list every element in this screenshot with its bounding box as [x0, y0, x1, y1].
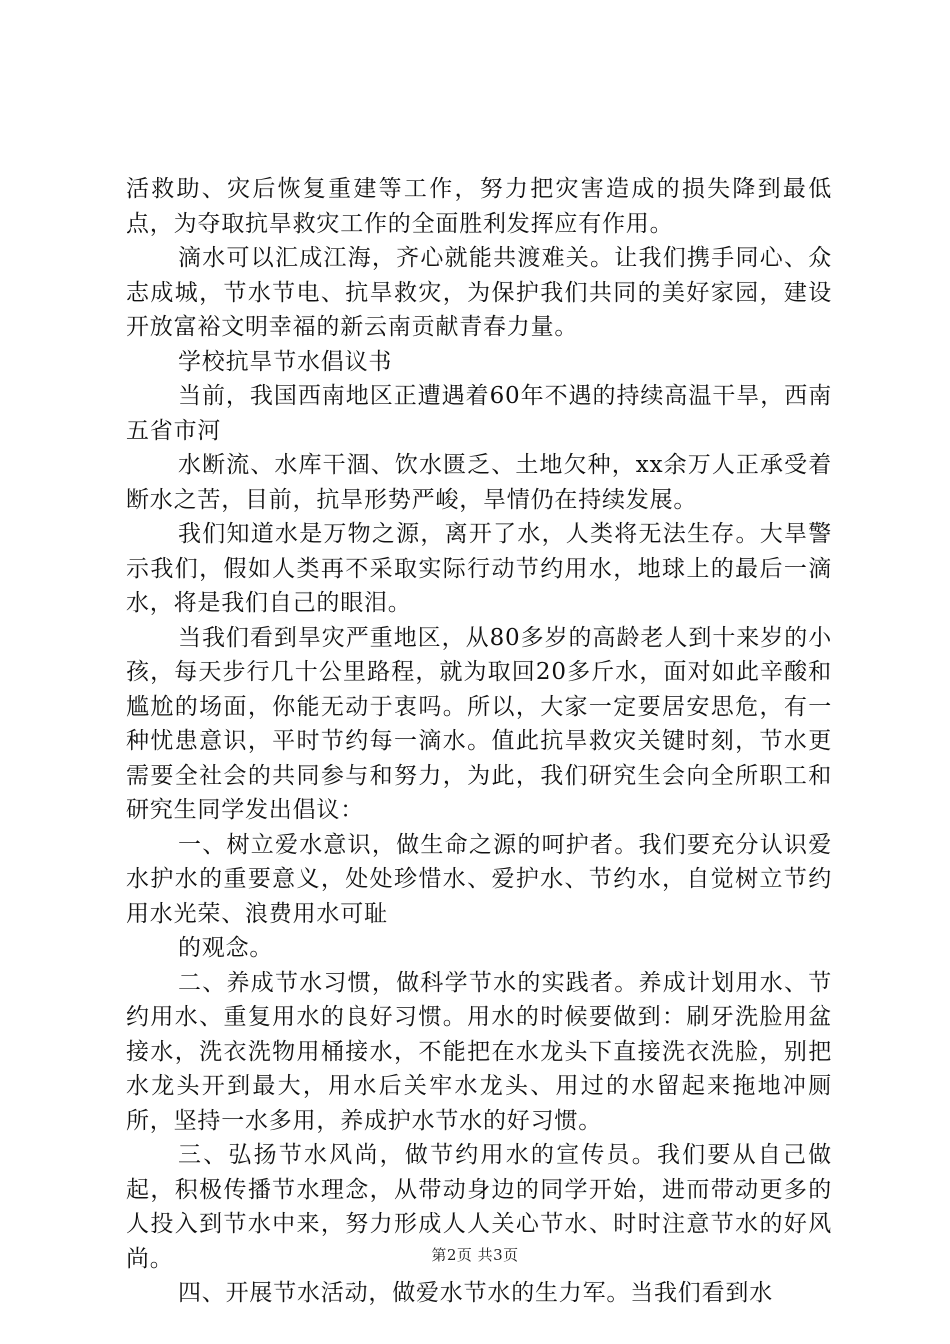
paragraph-proposal-one: 一、树立爱水意识，做生命之源的呵护者。我们要充分认识爱水护水的重要意义，处处珍惜水、爱护水、节约水，自觉树立节约用水光荣、浪费用水可耻: [126, 831, 832, 927]
paragraph-water-source: 我们知道水是万物之源，离开了水，人类将无法生存。大旱警示我们，假如人类再不采取实际行动节约用水，地球上的最后一滴水，将是我们自己的眼泪。: [126, 521, 832, 616]
paragraph-proposal-three: 三、弘扬节水风尚，做节约用水的宣传员。我们要从自己做起，积极传播节水理念，从带动身边的同学开始，进而带动更多的人投入到节水中来，努力形成人人关心节水、时时注意节水的好风尚。: [126, 1142, 832, 1272]
paragraph-current-situation: 当前，我国西南地区正遭遇着60年不遇的持续高温干旱，西南五省市河: [126, 383, 832, 444]
document-body: [126, 172, 832, 1311]
page-number-label: 第2页 共3页: [431, 1246, 519, 1264]
paragraph-proposal-one-end: 的观念。: [178, 935, 274, 961]
paragraph-closing-appeal: 滴水可以汇成江海，齐心就能共渡难关。让我们携手同心、众志成城，节水节电、抗旱救灾，为保护我们共同的美好家园，建设开放富裕文明幸福的新云南贡献青春力量。: [126, 245, 832, 340]
paragraph-proposal-two: 二、养成节水习惯，做科学节水的实践者。养成计划用水、节约用水、重复用水的良好习惯。用水的时候要做到：刷牙洗脸用盆接水，洗衣洗物用桶接水，不能把在水龙头下直接洗衣洗脸，别把水龙头开到最大，用水后关牢水龙头、用过的水留起来拖地冲厕所，坚持一水多用，养成护水节水的好习惯。: [126, 969, 832, 1134]
paragraph-proposal-four: 四、开展节水活动，做爱水节水的生力军。当我们看到水: [178, 1280, 773, 1306]
page-footer: [0, 1245, 950, 1265]
document-title: 学校抗旱节水倡议书: [178, 348, 393, 375]
paragraph-situation-continued: 水断流、水库干涸、饮水匮乏、土地欠种，xx余万人正承受着断水之苦，目前，抗旱形势严峻，旱情仍在持续发展。: [126, 452, 832, 513]
paragraph-continuation: 活救助、灾后恢复重建等工作，努力把灾害造成的损失降到最低点，为夺取抗旱救灾工作的全面胜利发挥应有作用。: [126, 176, 832, 237]
paragraph-drought-areas: 当我们看到旱灾严重地区，从80多岁的高龄老人到十来岁的小孩，每天步行几十公里路程，就为取回20多斤水，面对如此辛酸和尴尬的场面，你能无动于衷吗。所以，大家一定要居安思危，有一种忧患意识，平时节约每一滴水。值此抗旱救灾关键时刻，节水更需要全社会的共同参与和努力，为此，我们研究生会向全所职工和研究生同学发出倡议：: [126, 624, 832, 823]
